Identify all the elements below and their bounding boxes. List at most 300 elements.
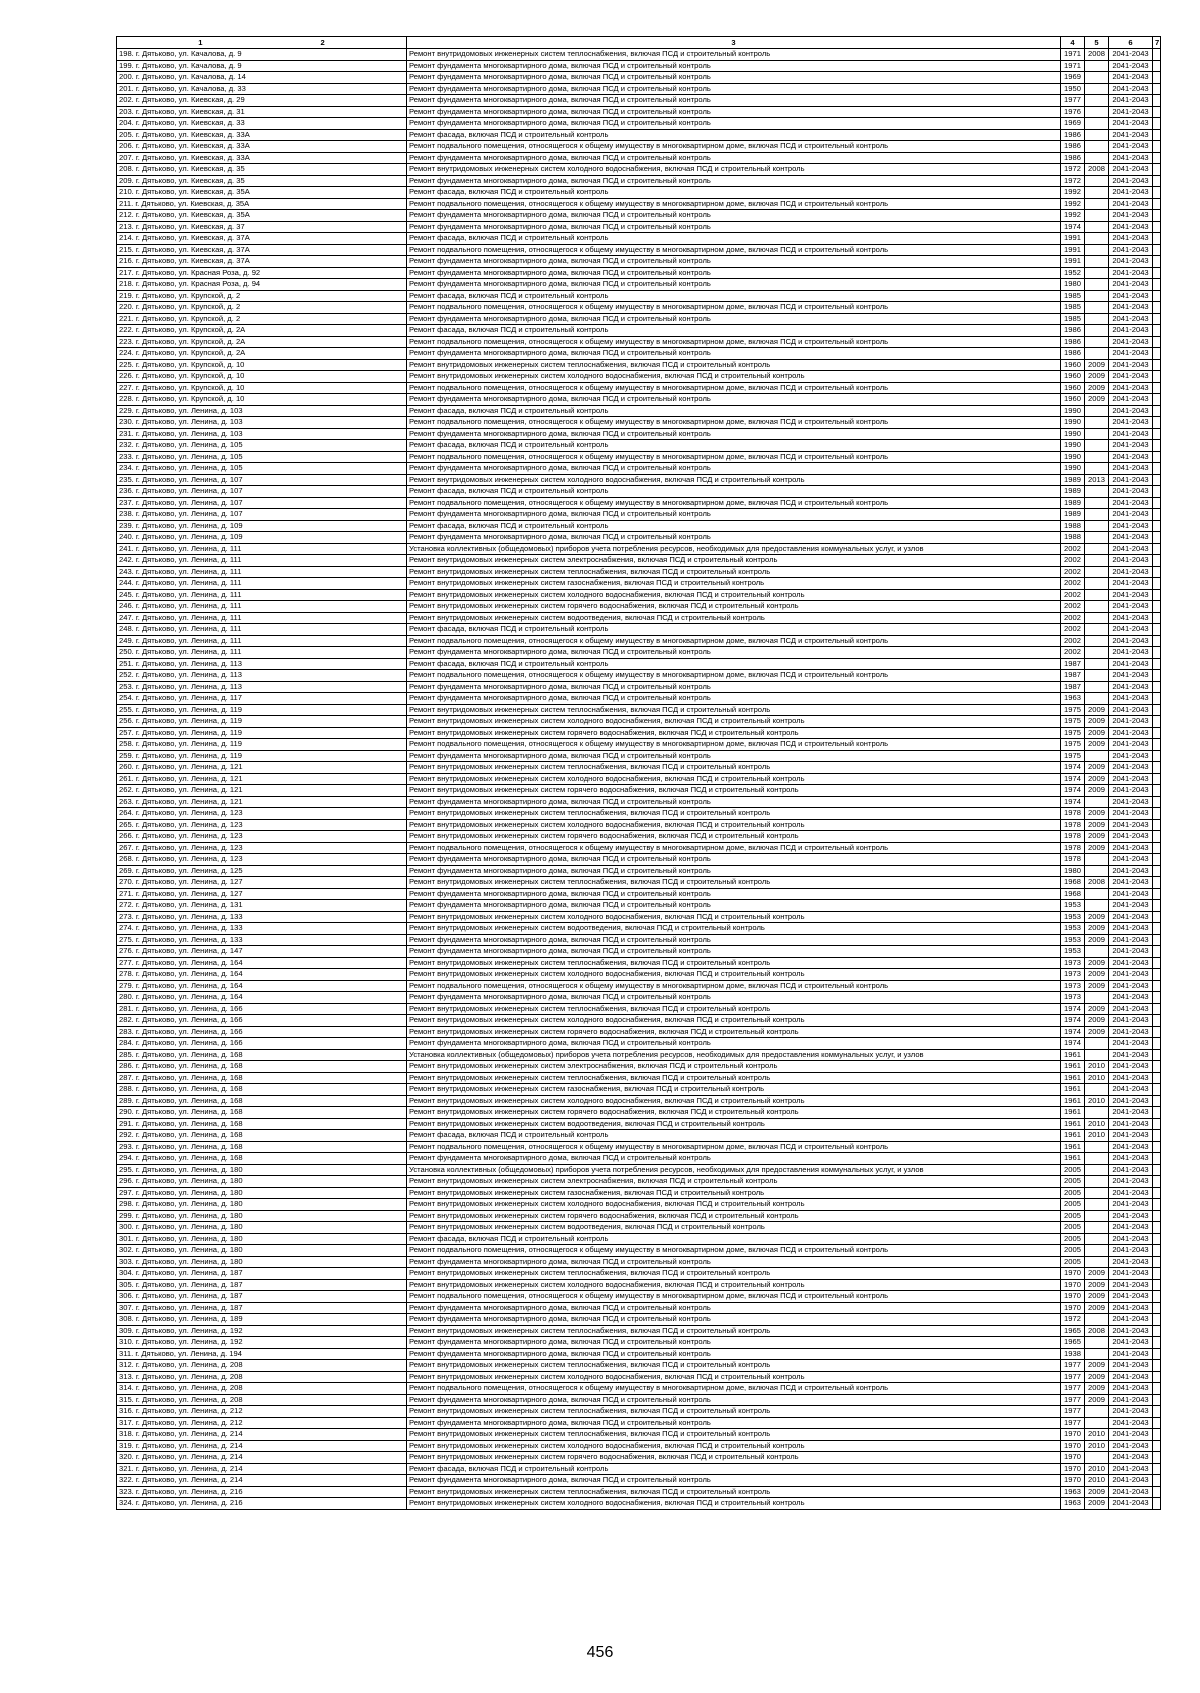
- build-year-cell: 1986: [1061, 141, 1085, 153]
- build-year-cell: 2002: [1061, 578, 1085, 590]
- planned-period-cell: 2041-2043: [1109, 647, 1153, 659]
- table-row: [117, 1325, 1161, 1337]
- last-repair-year-cell: [1085, 244, 1109, 256]
- work-type-cell: Ремонт внутридомовых инженерных систем теплоснабжения, включая ПСД и строительный контроль: [407, 1429, 1061, 1441]
- address-cell: 267. г. Дятьково, ул. Ленина, д. 123: [117, 842, 407, 854]
- table-row: [117, 980, 1161, 992]
- table-row: [117, 934, 1161, 946]
- table-row: [117, 72, 1161, 84]
- table-row: [117, 888, 1161, 900]
- planned-period-cell: 2041-2043: [1109, 693, 1153, 705]
- planned-period-cell: 2041-2043: [1109, 198, 1153, 210]
- planned-period-cell: 2041-2043: [1109, 934, 1153, 946]
- planned-period-cell: 2041-2043: [1109, 658, 1153, 670]
- planned-period-cell: 2041-2043: [1109, 578, 1153, 590]
- planned-period-cell: 2041-2043: [1109, 681, 1153, 693]
- empty-cell: [1153, 1118, 1161, 1130]
- last-repair-year-cell: 2010: [1085, 1095, 1109, 1107]
- build-year-cell: 1970: [1061, 1463, 1085, 1475]
- planned-period-cell: 2041-2043: [1109, 72, 1153, 84]
- table-row: [117, 946, 1161, 958]
- table-row: [117, 1130, 1161, 1142]
- planned-period-cell: 2041-2043: [1109, 888, 1153, 900]
- address-cell: 215. г. Дятьково, ул. Киевская, д. 37А: [117, 244, 407, 256]
- last-repair-year-cell: 2009: [1085, 980, 1109, 992]
- empty-cell: [1153, 382, 1161, 394]
- build-year-cell: 1973: [1061, 980, 1085, 992]
- build-year-cell: 1974: [1061, 1015, 1085, 1027]
- last-repair-year-cell: [1085, 497, 1109, 509]
- address-cell: 200. г. Дятьково, ул. Качалова, д. 14: [117, 72, 407, 84]
- last-repair-year-cell: 2009: [1085, 382, 1109, 394]
- last-repair-year-cell: [1085, 348, 1109, 360]
- table-row: [117, 1417, 1161, 1429]
- planned-period-cell: 2041-2043: [1109, 175, 1153, 187]
- empty-cell: [1153, 658, 1161, 670]
- last-repair-year-cell: [1085, 1084, 1109, 1096]
- build-year-cell: 1968: [1061, 877, 1085, 889]
- planned-period-cell: 2041-2043: [1109, 1118, 1153, 1130]
- build-year-cell: 1977: [1061, 1417, 1085, 1429]
- build-year-cell: 1977: [1061, 1383, 1085, 1395]
- planned-period-cell: 2041-2043: [1109, 1394, 1153, 1406]
- planned-period-cell: 2041-2043: [1109, 612, 1153, 624]
- last-repair-year-cell: [1085, 658, 1109, 670]
- planned-period-cell: 2041-2043: [1109, 1084, 1153, 1096]
- planned-period-cell: 2041-2043: [1109, 83, 1153, 95]
- table-row: [117, 1371, 1161, 1383]
- column-number: 7: [1153, 37, 1161, 49]
- last-repair-year-cell: 2009: [1085, 1360, 1109, 1372]
- planned-period-cell: 2041-2043: [1109, 796, 1153, 808]
- last-repair-year-cell: [1085, 83, 1109, 95]
- table-row: [117, 233, 1161, 245]
- empty-cell: [1153, 543, 1161, 555]
- planned-period-cell: 2041-2043: [1109, 1452, 1153, 1464]
- planned-period-cell: 2041-2043: [1109, 969, 1153, 981]
- address-cell: 304. г. Дятьково, ул. Ленина, д. 187: [117, 1268, 407, 1280]
- address-cell: 262. г. Дятьково, ул. Ленина, д. 121: [117, 785, 407, 797]
- table-row: [117, 750, 1161, 762]
- last-repair-year-cell: [1085, 635, 1109, 647]
- address-cell: 318. г. Дятьково, ул. Ленина, д. 214: [117, 1429, 407, 1441]
- build-year-cell: 1976: [1061, 106, 1085, 118]
- build-year-cell: 2002: [1061, 589, 1085, 601]
- planned-period-cell: 2041-2043: [1109, 382, 1153, 394]
- address-cell: 269. г. Дятьково, ул. Ленина, д. 125: [117, 865, 407, 877]
- table-row: [117, 739, 1161, 751]
- build-year-cell: 1961: [1061, 1107, 1085, 1119]
- empty-cell: [1153, 681, 1161, 693]
- planned-period-cell: 2041-2043: [1109, 497, 1153, 509]
- last-repair-year-cell: [1085, 440, 1109, 452]
- address-cell: 263. г. Дятьково, ул. Ленина, д. 121: [117, 796, 407, 808]
- build-year-cell: 1965: [1061, 1325, 1085, 1337]
- address-cell: 306. г. Дятьково, ул. Ленина, д. 187: [117, 1291, 407, 1303]
- address-cell: 211. г. Дятьково, ул. Киевская, д. 35А: [117, 198, 407, 210]
- last-repair-year-cell: [1085, 1176, 1109, 1188]
- last-repair-year-cell: [1085, 60, 1109, 72]
- build-year-cell: 1975: [1061, 750, 1085, 762]
- last-repair-year-cell: [1085, 509, 1109, 521]
- empty-cell: [1153, 1498, 1161, 1510]
- last-repair-year-cell: 2010: [1085, 1130, 1109, 1142]
- table-row: [117, 1486, 1161, 1498]
- table-row: [117, 1199, 1161, 1211]
- build-year-cell: 1978: [1061, 831, 1085, 843]
- build-year-cell: 2005: [1061, 1164, 1085, 1176]
- work-type-cell: Ремонт внутридомовых инженерных систем водоотведения, включая ПСД и строительный контроль: [407, 612, 1061, 624]
- build-year-cell: 1971: [1061, 49, 1085, 61]
- empty-cell: [1153, 1268, 1161, 1280]
- build-year-cell: 1953: [1061, 900, 1085, 912]
- table-row: [117, 164, 1161, 176]
- planned-period-cell: 2041-2043: [1109, 1360, 1153, 1372]
- work-type-cell: Ремонт подвального помещения, относящегося к общему имуществу в многоквартирном доме, включая ПСД и строительный контроль: [407, 382, 1061, 394]
- work-type-cell: Ремонт внутридомовых инженерных систем водоотведения, включая ПСД и строительный контроль: [407, 1222, 1061, 1234]
- address-cell: 230. г. Дятьково, ул. Ленина, д. 103: [117, 417, 407, 429]
- address-cell: 257. г. Дятьково, ул. Ленина, д. 119: [117, 727, 407, 739]
- work-type-cell: Ремонт внутридомовых инженерных систем теплоснабжения, включая ПСД и строительный контроль: [407, 566, 1061, 578]
- build-year-cell: 1970: [1061, 1429, 1085, 1441]
- work-type-cell: Ремонт внутридомовых инженерных систем холодного водоснабжения, включая ПСД и строительный контроль: [407, 1440, 1061, 1452]
- planned-period-cell: 2041-2043: [1109, 1222, 1153, 1234]
- planned-period-cell: 2041-2043: [1109, 348, 1153, 360]
- empty-cell: [1153, 647, 1161, 659]
- empty-cell: [1153, 877, 1161, 889]
- table-row: [117, 175, 1161, 187]
- table-row: [117, 290, 1161, 302]
- planned-period-cell: 2041-2043: [1109, 141, 1153, 153]
- table-row: [117, 532, 1161, 544]
- table-row: [117, 451, 1161, 463]
- build-year-cell: 1974: [1061, 1003, 1085, 1015]
- address-cell: 301. г. Дятьково, ул. Ленина, д. 180: [117, 1233, 407, 1245]
- build-year-cell: 1961: [1061, 1141, 1085, 1153]
- table-row: [117, 83, 1161, 95]
- address-cell: 285. г. Дятьково, ул. Ленина, д. 168: [117, 1049, 407, 1061]
- address-cell: 225. г. Дятьково, ул. Крупской, д. 10: [117, 359, 407, 371]
- last-repair-year-cell: [1085, 647, 1109, 659]
- address-cell: 223. г. Дятьково, ул. Крупской, д. 2А: [117, 336, 407, 348]
- last-repair-year-cell: [1085, 624, 1109, 636]
- build-year-cell: 1973: [1061, 969, 1085, 981]
- table-row: [117, 1463, 1161, 1475]
- last-repair-year-cell: 2009: [1085, 371, 1109, 383]
- address-cell: 236. г. Дятьково, ул. Ленина, д. 107: [117, 486, 407, 498]
- planned-period-cell: 2041-2043: [1109, 877, 1153, 889]
- empty-cell: [1153, 497, 1161, 509]
- build-year-cell: 1990: [1061, 451, 1085, 463]
- last-repair-year-cell: 2009: [1085, 842, 1109, 854]
- work-type-cell: Ремонт фасада, включая ПСД и строительный контроль: [407, 440, 1061, 452]
- build-year-cell: 1960: [1061, 359, 1085, 371]
- last-repair-year-cell: [1085, 1233, 1109, 1245]
- address-cell: 233. г. Дятьково, ул. Ленина, д. 105: [117, 451, 407, 463]
- build-year-cell: 1963: [1061, 1486, 1085, 1498]
- empty-cell: [1153, 187, 1161, 199]
- build-year-cell: 1990: [1061, 417, 1085, 429]
- planned-period-cell: 2041-2043: [1109, 716, 1153, 728]
- table-row: [117, 152, 1161, 164]
- build-year-cell: 1950: [1061, 83, 1085, 95]
- empty-cell: [1153, 221, 1161, 233]
- address-cell: 299. г. Дятьково, ул. Ленина, д. 180: [117, 1210, 407, 1222]
- work-type-cell: Ремонт подвального помещения, относящегося к общему имуществу в многоквартирном доме, включая ПСД и строительный контроль: [407, 670, 1061, 682]
- work-type-cell: Ремонт фасада, включая ПСД и строительный контроль: [407, 658, 1061, 670]
- build-year-cell: 1978: [1061, 854, 1085, 866]
- work-type-cell: Ремонт фасада, включая ПСД и строительный контроль: [407, 624, 1061, 636]
- work-type-cell: Ремонт внутридомовых инженерных систем горячего водоснабжения, включая ПСД и строительный контроль: [407, 727, 1061, 739]
- work-type-cell: Ремонт фундамента многоквартирного дома, включая ПСД и строительный контроль: [407, 118, 1061, 130]
- address-cell: 289. г. Дятьково, ул. Ленина, д. 168: [117, 1095, 407, 1107]
- planned-period-cell: 2041-2043: [1109, 1463, 1153, 1475]
- table-row: [117, 601, 1161, 613]
- last-repair-year-cell: [1085, 532, 1109, 544]
- work-type-cell: Ремонт фундамента многоквартирного дома, включая ПСД и строительный контроль: [407, 865, 1061, 877]
- build-year-cell: 1988: [1061, 532, 1085, 544]
- work-type-cell: Ремонт фасада, включая ПСД и строительный контроль: [407, 486, 1061, 498]
- address-cell: 205. г. Дятьково, ул. Киевская, д. 33А: [117, 129, 407, 141]
- table-row: [117, 210, 1161, 222]
- last-repair-year-cell: [1085, 566, 1109, 578]
- last-repair-year-cell: 2009: [1085, 785, 1109, 797]
- build-year-cell: 1985: [1061, 302, 1085, 314]
- empty-cell: [1153, 693, 1161, 705]
- planned-period-cell: 2041-2043: [1109, 1141, 1153, 1153]
- address-cell: 198. г. Дятьково, ул. Качалова, д. 9: [117, 49, 407, 61]
- last-repair-year-cell: [1085, 1187, 1109, 1199]
- build-year-cell: 2005: [1061, 1187, 1085, 1199]
- planned-period-cell: 2041-2043: [1109, 946, 1153, 958]
- planned-period-cell: 2041-2043: [1109, 727, 1153, 739]
- planned-period-cell: 2041-2043: [1109, 244, 1153, 256]
- address-cell: 244. г. Дятьково, ул. Ленина, д. 111: [117, 578, 407, 590]
- last-repair-year-cell: [1085, 670, 1109, 682]
- last-repair-year-cell: [1085, 221, 1109, 233]
- empty-cell: [1153, 900, 1161, 912]
- table-row: [117, 865, 1161, 877]
- planned-period-cell: 2041-2043: [1109, 256, 1153, 268]
- build-year-cell: 1977: [1061, 1371, 1085, 1383]
- last-repair-year-cell: [1085, 520, 1109, 532]
- table-row: [117, 647, 1161, 659]
- planned-period-cell: 2041-2043: [1109, 1015, 1153, 1027]
- empty-cell: [1153, 1141, 1161, 1153]
- table-row: [117, 1337, 1161, 1349]
- work-type-cell: Ремонт внутридомовых инженерных систем холодного водоснабжения, включая ПСД и строительный контроль: [407, 819, 1061, 831]
- address-cell: 218. г. Дятьково, ул. Красная Роза, д. 94: [117, 279, 407, 291]
- last-repair-year-cell: 2009: [1085, 831, 1109, 843]
- last-repair-year-cell: [1085, 1199, 1109, 1211]
- table-row: [117, 877, 1161, 889]
- work-type-cell: Ремонт внутридомовых инженерных систем газоснабжения, включая ПСД и строительный контроль: [407, 1187, 1061, 1199]
- work-type-cell: Ремонт внутридомовых инженерных систем холодного водоснабжения, включая ПСД и строительный контроль: [407, 716, 1061, 728]
- table-row: [117, 1153, 1161, 1165]
- last-repair-year-cell: [1085, 210, 1109, 222]
- last-repair-year-cell: 2008: [1085, 49, 1109, 61]
- empty-cell: [1153, 1475, 1161, 1487]
- last-repair-year-cell: [1085, 141, 1109, 153]
- work-type-cell: Ремонт внутридомовых инженерных систем теплоснабжения, включая ПСД и строительный контроль: [407, 957, 1061, 969]
- address-cell: 216. г. Дятьково, ул. Киевская, д. 37А: [117, 256, 407, 268]
- planned-period-cell: 2041-2043: [1109, 451, 1153, 463]
- work-type-cell: Ремонт фундамента многоквартирного дома, включая ПСД и строительный контроль: [407, 1348, 1061, 1360]
- column-number: 1 2: [117, 37, 407, 49]
- build-year-cell: 1969: [1061, 118, 1085, 130]
- table-row: [117, 658, 1161, 670]
- work-type-cell: Ремонт внутридомовых инженерных систем холодного водоснабжения, включая ПСД и строительный контроль: [407, 969, 1061, 981]
- work-type-cell: Ремонт фасада, включая ПСД и строительный контроль: [407, 233, 1061, 245]
- address-cell: 212. г. Дятьково, ул. Киевская, д. 35А: [117, 210, 407, 222]
- work-type-cell: Ремонт фундамента многоквартирного дома, включая ПСД и строительный контроль: [407, 83, 1061, 95]
- build-year-cell: 1989: [1061, 497, 1085, 509]
- last-repair-year-cell: [1085, 601, 1109, 613]
- planned-period-cell: 2041-2043: [1109, 842, 1153, 854]
- last-repair-year-cell: [1085, 72, 1109, 84]
- planned-period-cell: 2041-2043: [1109, 1130, 1153, 1142]
- build-year-cell: 1971: [1061, 60, 1085, 72]
- last-repair-year-cell: 2009: [1085, 394, 1109, 406]
- work-type-cell: Ремонт подвального помещения, относящегося к общему имуществу в многоквартирном доме, включая ПСД и строительный контроль: [407, 980, 1061, 992]
- build-year-cell: 1970: [1061, 1475, 1085, 1487]
- empty-cell: [1153, 865, 1161, 877]
- planned-period-cell: 2041-2043: [1109, 762, 1153, 774]
- last-repair-year-cell: 2009: [1085, 1383, 1109, 1395]
- empty-cell: [1153, 1452, 1161, 1464]
- empty-cell: [1153, 440, 1161, 452]
- empty-cell: [1153, 302, 1161, 314]
- address-cell: 275. г. Дятьково, ул. Ленина, д. 133: [117, 934, 407, 946]
- planned-period-cell: 2041-2043: [1109, 1302, 1153, 1314]
- build-year-cell: 1969: [1061, 72, 1085, 84]
- build-year-cell: 1975: [1061, 739, 1085, 751]
- empty-cell: [1153, 348, 1161, 360]
- address-cell: 290. г. Дятьково, ул. Ленина, д. 168: [117, 1107, 407, 1119]
- build-year-cell: 1985: [1061, 290, 1085, 302]
- last-repair-year-cell: 2009: [1085, 1268, 1109, 1280]
- empty-cell: [1153, 60, 1161, 72]
- work-type-cell: Ремонт фундамента многоквартирного дома, включая ПСД и строительный контроль: [407, 1314, 1061, 1326]
- build-year-cell: 1970: [1061, 1452, 1085, 1464]
- build-year-cell: 1963: [1061, 693, 1085, 705]
- empty-cell: [1153, 256, 1161, 268]
- address-cell: 313. г. Дятьково, ул. Ленина, д. 208: [117, 1371, 407, 1383]
- last-repair-year-cell: [1085, 336, 1109, 348]
- planned-period-cell: 2041-2043: [1109, 221, 1153, 233]
- last-repair-year-cell: 2008: [1085, 1325, 1109, 1337]
- table-row: [117, 520, 1161, 532]
- last-repair-year-cell: [1085, 693, 1109, 705]
- last-repair-year-cell: 2009: [1085, 727, 1109, 739]
- last-repair-year-cell: [1085, 1417, 1109, 1429]
- last-repair-year-cell: 2009: [1085, 1291, 1109, 1303]
- address-cell: 317. г. Дятьково, ул. Ленина, д. 212: [117, 1417, 407, 1429]
- work-type-cell: Ремонт фундамента многоквартирного дома, включая ПСД и строительный контроль: [407, 681, 1061, 693]
- empty-cell: [1153, 325, 1161, 337]
- work-type-cell: Ремонт фундамента многоквартирного дома, включая ПСД и строительный контроль: [407, 428, 1061, 440]
- table-row: [117, 49, 1161, 61]
- document-sheet: [116, 36, 1160, 1510]
- last-repair-year-cell: 2010: [1085, 1118, 1109, 1130]
- work-type-cell: Ремонт фундамента многоквартирного дома, включая ПСД и строительный контроль: [407, 256, 1061, 268]
- work-type-cell: Ремонт подвального помещения, относящегося к общему имуществу в многоквартирном доме, включая ПСД и строительный контроль: [407, 198, 1061, 210]
- address-cell: 308. г. Дятьково, ул. Ленина, д. 189: [117, 1314, 407, 1326]
- empty-cell: [1153, 1095, 1161, 1107]
- empty-cell: [1153, 1176, 1161, 1188]
- address-cell: 282. г. Дятьково, ул. Ленина, д. 166: [117, 1015, 407, 1027]
- last-repair-year-cell: 2009: [1085, 762, 1109, 774]
- empty-cell: [1153, 313, 1161, 325]
- address-cell: 206. г. Дятьково, ул. Киевская, д. 33А: [117, 141, 407, 153]
- table-row: [117, 1394, 1161, 1406]
- planned-period-cell: 2041-2043: [1109, 302, 1153, 314]
- build-year-cell: 1963: [1061, 1498, 1085, 1510]
- table-row: [117, 704, 1161, 716]
- last-repair-year-cell: [1085, 267, 1109, 279]
- table-row: [117, 1314, 1161, 1326]
- table-row: [117, 785, 1161, 797]
- last-repair-year-cell: [1085, 198, 1109, 210]
- work-type-cell: Ремонт подвального помещения, относящегося к общему имуществу в многоквартирном доме, включая ПСД и строительный контроль: [407, 1141, 1061, 1153]
- build-year-cell: 1974: [1061, 1026, 1085, 1038]
- table-row: [117, 819, 1161, 831]
- planned-period-cell: 2041-2043: [1109, 532, 1153, 544]
- planned-period-cell: 2041-2043: [1109, 509, 1153, 521]
- table-row: [117, 716, 1161, 728]
- work-type-cell: Ремонт фундамента многоквартирного дома, включая ПСД и строительный контроль: [407, 463, 1061, 475]
- table-row: [117, 267, 1161, 279]
- address-cell: 210. г. Дятьково, ул. Киевская, д. 35А: [117, 187, 407, 199]
- build-year-cell: 1961: [1061, 1049, 1085, 1061]
- build-year-cell: 1986: [1061, 325, 1085, 337]
- table-row: [117, 1440, 1161, 1452]
- planned-period-cell: 2041-2043: [1109, 601, 1153, 613]
- last-repair-year-cell: [1085, 1256, 1109, 1268]
- work-type-cell: Ремонт фасада, включая ПСД и строительный контроль: [407, 1463, 1061, 1475]
- work-type-cell: Ремонт внутридомовых инженерных систем теплоснабжения, включая ПСД и строительный контроль: [407, 359, 1061, 371]
- table-row: [117, 221, 1161, 233]
- table-row: [117, 382, 1161, 394]
- planned-period-cell: 2041-2043: [1109, 1325, 1153, 1337]
- last-repair-year-cell: [1085, 1406, 1109, 1418]
- empty-cell: [1153, 405, 1161, 417]
- address-cell: 277. г. Дятьково, ул. Ленина, д. 164: [117, 957, 407, 969]
- address-cell: 222. г. Дятьково, ул. Крупской, д. 2А: [117, 325, 407, 337]
- work-type-cell: Ремонт фундамента многоквартирного дома, включая ПСД и строительный контроль: [407, 279, 1061, 291]
- address-cell: 242. г. Дятьково, ул. Ленина, д. 111: [117, 555, 407, 567]
- table-row: [117, 1245, 1161, 1257]
- build-year-cell: 1990: [1061, 440, 1085, 452]
- build-year-cell: 2005: [1061, 1176, 1085, 1188]
- table-row: [117, 474, 1161, 486]
- last-repair-year-cell: [1085, 865, 1109, 877]
- last-repair-year-cell: 2009: [1085, 716, 1109, 728]
- address-cell: 229. г. Дятьково, ул. Ленина, д. 103: [117, 405, 407, 417]
- build-year-cell: 1974: [1061, 762, 1085, 774]
- empty-cell: [1153, 1314, 1161, 1326]
- planned-period-cell: 2041-2043: [1109, 739, 1153, 751]
- build-year-cell: 1952: [1061, 267, 1085, 279]
- build-year-cell: 1961: [1061, 1153, 1085, 1165]
- work-type-cell: Ремонт внутридомовых инженерных систем электроснабжения, включая ПСД и строительный контроль: [407, 555, 1061, 567]
- build-year-cell: 1977: [1061, 1406, 1085, 1418]
- empty-cell: [1153, 210, 1161, 222]
- empty-cell: [1153, 428, 1161, 440]
- work-type-cell: Ремонт фундамента многоквартирного дома, включая ПСД и строительный контроль: [407, 106, 1061, 118]
- last-repair-year-cell: [1085, 106, 1109, 118]
- empty-cell: [1153, 670, 1161, 682]
